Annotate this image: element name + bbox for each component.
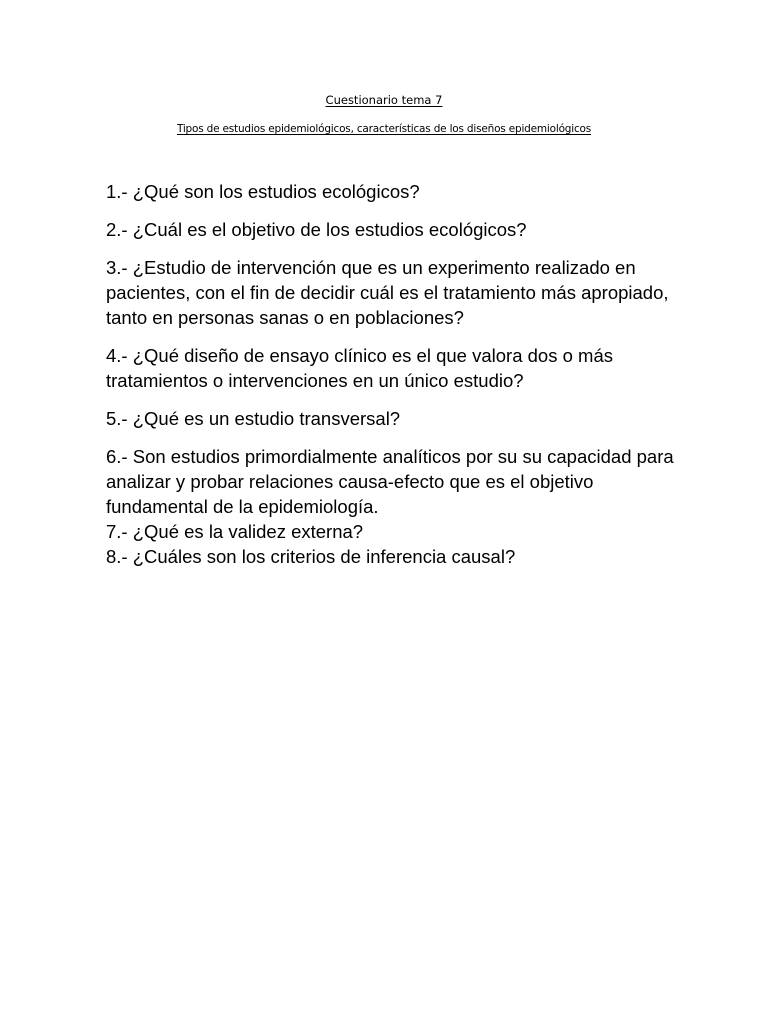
question-1: 1.- ¿Qué son los estudios ecológicos?	[106, 181, 420, 202]
document-subtitle: Tipos de estudios epidemiológicos, características de los diseños epidemiológicos	[176, 123, 592, 135]
question-6: 6.- Son estudios primordialmente analíticos por su su capacidad para analizar y probar relaciones causa-efecto que es el objetivo fundamental de la epidemiología.	[106, 446, 674, 517]
question-2: 2.- ¿Cuál es el objetivo de los estudios ecológicos?	[106, 219, 527, 240]
document-title: Cuestionario tema 7	[325, 93, 443, 107]
question-3: 3.- ¿Estudio de intervención que es un experimento realizado en pacientes, con el fin de decidir cuál es el tratamiento más apropiado, tanto en personas sanas o en poblaciones?	[106, 257, 669, 328]
question-8: 8.- ¿Cuáles son los criterios de inferencia causal?	[106, 546, 516, 567]
question-7: 7.- ¿Qué es la validez externa?	[106, 521, 364, 542]
question-5: 5.- ¿Qué es un estudio transversal?	[106, 408, 401, 429]
question-4: 4.- ¿Qué diseño de ensayo clínico es el que valora dos o más tratamientos o intervenciones en un único estudio?	[106, 345, 613, 391]
question-list	[106, 179, 676, 569]
